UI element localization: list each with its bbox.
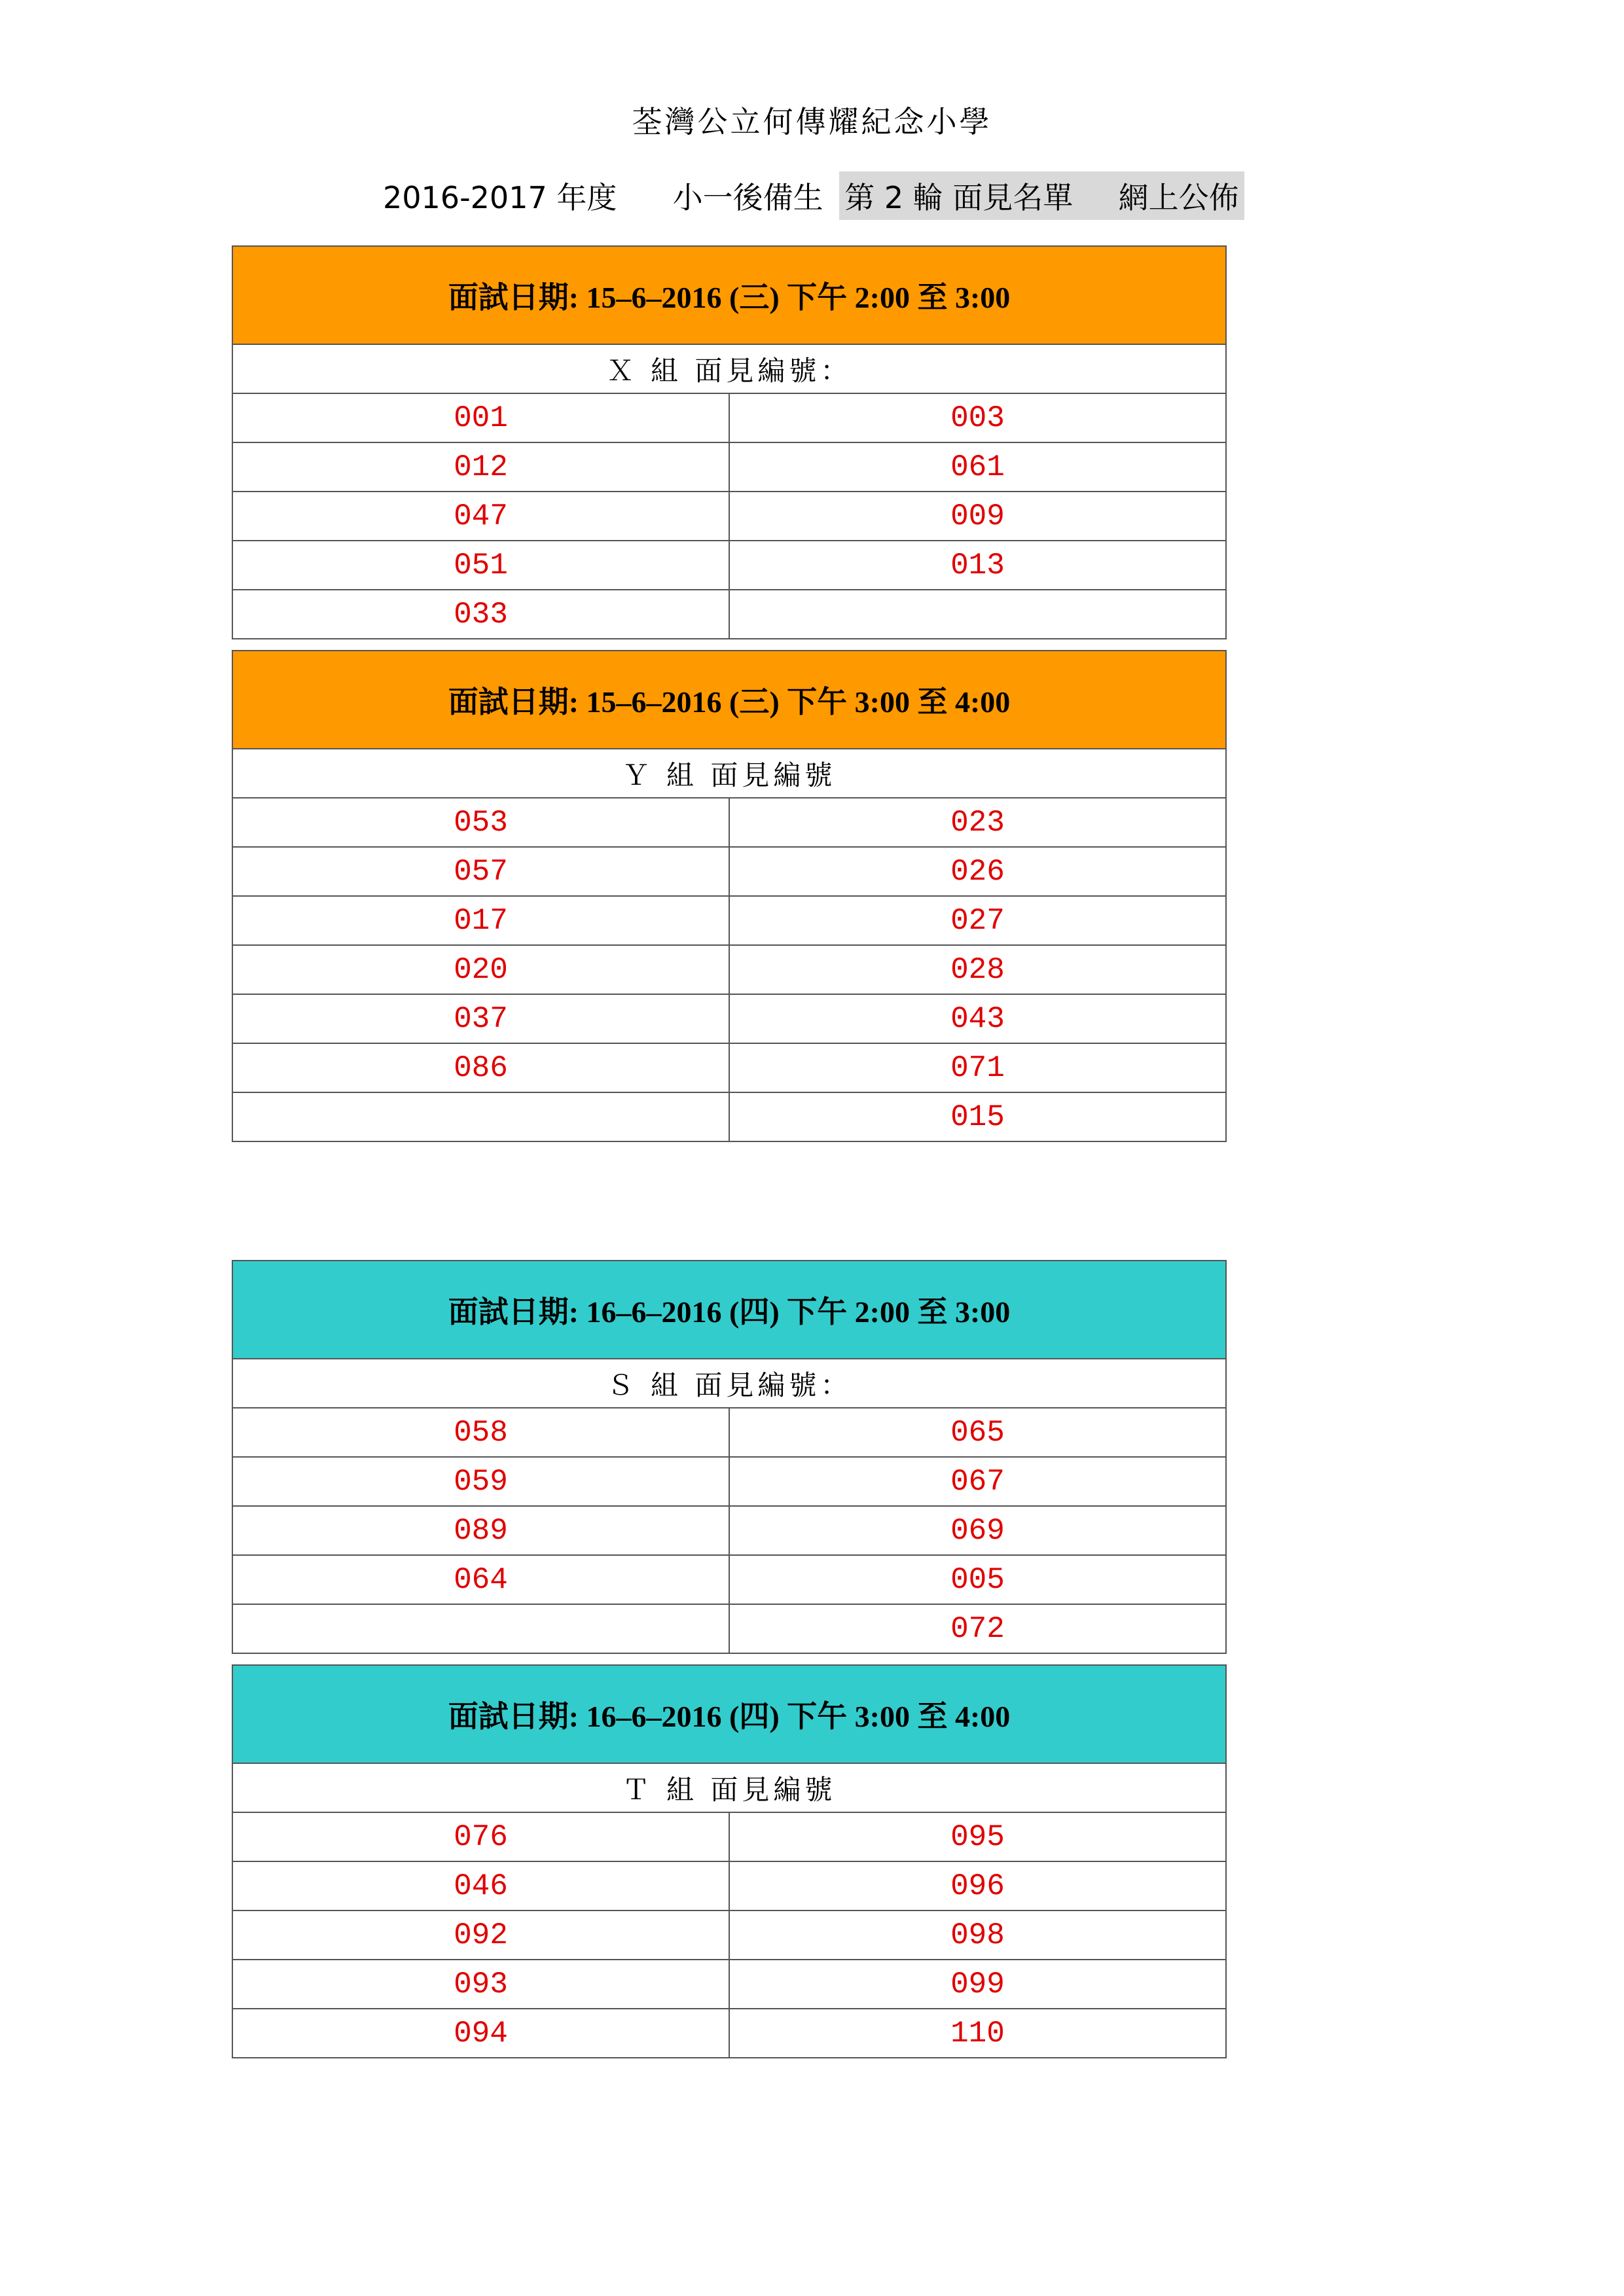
interview-number: 065 (729, 1408, 1226, 1457)
interview-number: 012 (232, 442, 729, 492)
table-row (232, 1457, 1226, 1506)
group-label: Ｓ 組 面見編號： (232, 1359, 1226, 1408)
interview-number: 095 (729, 1812, 1226, 1861)
table-row (232, 541, 1226, 590)
applicant-category: 小一後備生 (672, 180, 823, 215)
interview-number: 037 (232, 994, 729, 1043)
interview-number (232, 1092, 729, 1141)
interview-number: 071 (729, 1043, 1226, 1092)
interview-number: 053 (232, 798, 729, 847)
table-row (232, 1408, 1226, 1457)
table-row (232, 896, 1226, 945)
interview-section-s (232, 1260, 1227, 1654)
table-row (232, 393, 1226, 442)
interview-number: 098 (729, 1910, 1226, 1960)
interview-section-y (232, 650, 1227, 1142)
table-row (232, 945, 1226, 994)
table-row (232, 1043, 1226, 1092)
interview-number: 015 (729, 1092, 1226, 1141)
table-row (232, 442, 1226, 492)
table-row (232, 1960, 1226, 2009)
interview-number: 076 (232, 1812, 729, 1861)
academic-year: 2016-2017 年度 (383, 180, 617, 215)
interview-number: 027 (729, 896, 1226, 945)
interview-number: 017 (232, 896, 729, 945)
round-highlight (839, 171, 1244, 220)
table-row (232, 1604, 1226, 1653)
section-header: 面試日期: 16–6–2016 (四) 下午 3:00 至 4:00 (232, 1665, 1226, 1763)
interview-number: 061 (729, 442, 1226, 492)
interview-number: 020 (232, 945, 729, 994)
interview-number: 086 (232, 1043, 729, 1092)
interview-section-x (232, 245, 1227, 639)
interview-number: 046 (232, 1861, 729, 1910)
interview-number: 023 (729, 798, 1226, 847)
interview-number: 093 (232, 1960, 729, 2009)
table-row (232, 590, 1226, 639)
interview-number: 096 (729, 1861, 1226, 1910)
table-row (232, 1092, 1226, 1141)
section-header: 面試日期: 16–6–2016 (四) 下午 2:00 至 3:00 (232, 1261, 1226, 1359)
interview-number: 043 (729, 994, 1226, 1043)
interview-number: 099 (729, 1960, 1226, 2009)
interview-number: 067 (729, 1457, 1226, 1506)
table-row (232, 2009, 1226, 2058)
interview-number: 013 (729, 541, 1226, 590)
group-label: Ｔ 組 面見編號 (232, 1763, 1226, 1812)
interview-number: 072 (729, 1604, 1226, 1653)
table-row (232, 847, 1226, 896)
table-row (232, 1506, 1226, 1555)
table-row (232, 1910, 1226, 1960)
interview-number: 026 (729, 847, 1226, 896)
round-label: 第 2 輪 面見名單 (844, 180, 1074, 215)
section-header: 面試日期: 15–6–2016 (三) 下午 3:00 至 4:00 (232, 651, 1226, 749)
interview-number: 047 (232, 492, 729, 541)
interview-number: 094 (232, 2009, 729, 2058)
table-row (232, 994, 1226, 1043)
interview-number: 028 (729, 945, 1226, 994)
interview-number: 003 (729, 393, 1226, 442)
interview-number: 059 (232, 1457, 729, 1506)
table-row (232, 798, 1226, 847)
document-subtitle (383, 171, 1244, 220)
interview-number: 110 (729, 2009, 1226, 2058)
table-row (232, 1812, 1226, 1861)
interview-number (232, 1604, 729, 1653)
interview-number: 033 (232, 590, 729, 639)
interview-number: 069 (729, 1506, 1226, 1555)
interview-number: 005 (729, 1555, 1226, 1604)
interview-number (729, 590, 1226, 639)
publish-label: 網上公佈 (1118, 180, 1239, 215)
table-row (232, 1861, 1226, 1910)
table-row (232, 492, 1226, 541)
interview-section-t (232, 1664, 1227, 2058)
section-header: 面試日期: 15–6–2016 (三) 下午 2:00 至 3:00 (232, 246, 1226, 344)
school-name: 荃灣公立何傳耀紀念小學 (632, 104, 992, 139)
interview-number: 009 (729, 492, 1226, 541)
interview-number: 064 (232, 1555, 729, 1604)
group-label: Ｙ 組 面見編號 (232, 749, 1226, 798)
interview-number: 051 (232, 541, 729, 590)
interview-number: 057 (232, 847, 729, 896)
interview-number: 001 (232, 393, 729, 442)
interview-number: 058 (232, 1408, 729, 1457)
table-row (232, 1555, 1226, 1604)
group-label: Ｘ 組 面見編號： (232, 344, 1226, 393)
interview-number: 089 (232, 1506, 729, 1555)
interview-number: 092 (232, 1910, 729, 1960)
